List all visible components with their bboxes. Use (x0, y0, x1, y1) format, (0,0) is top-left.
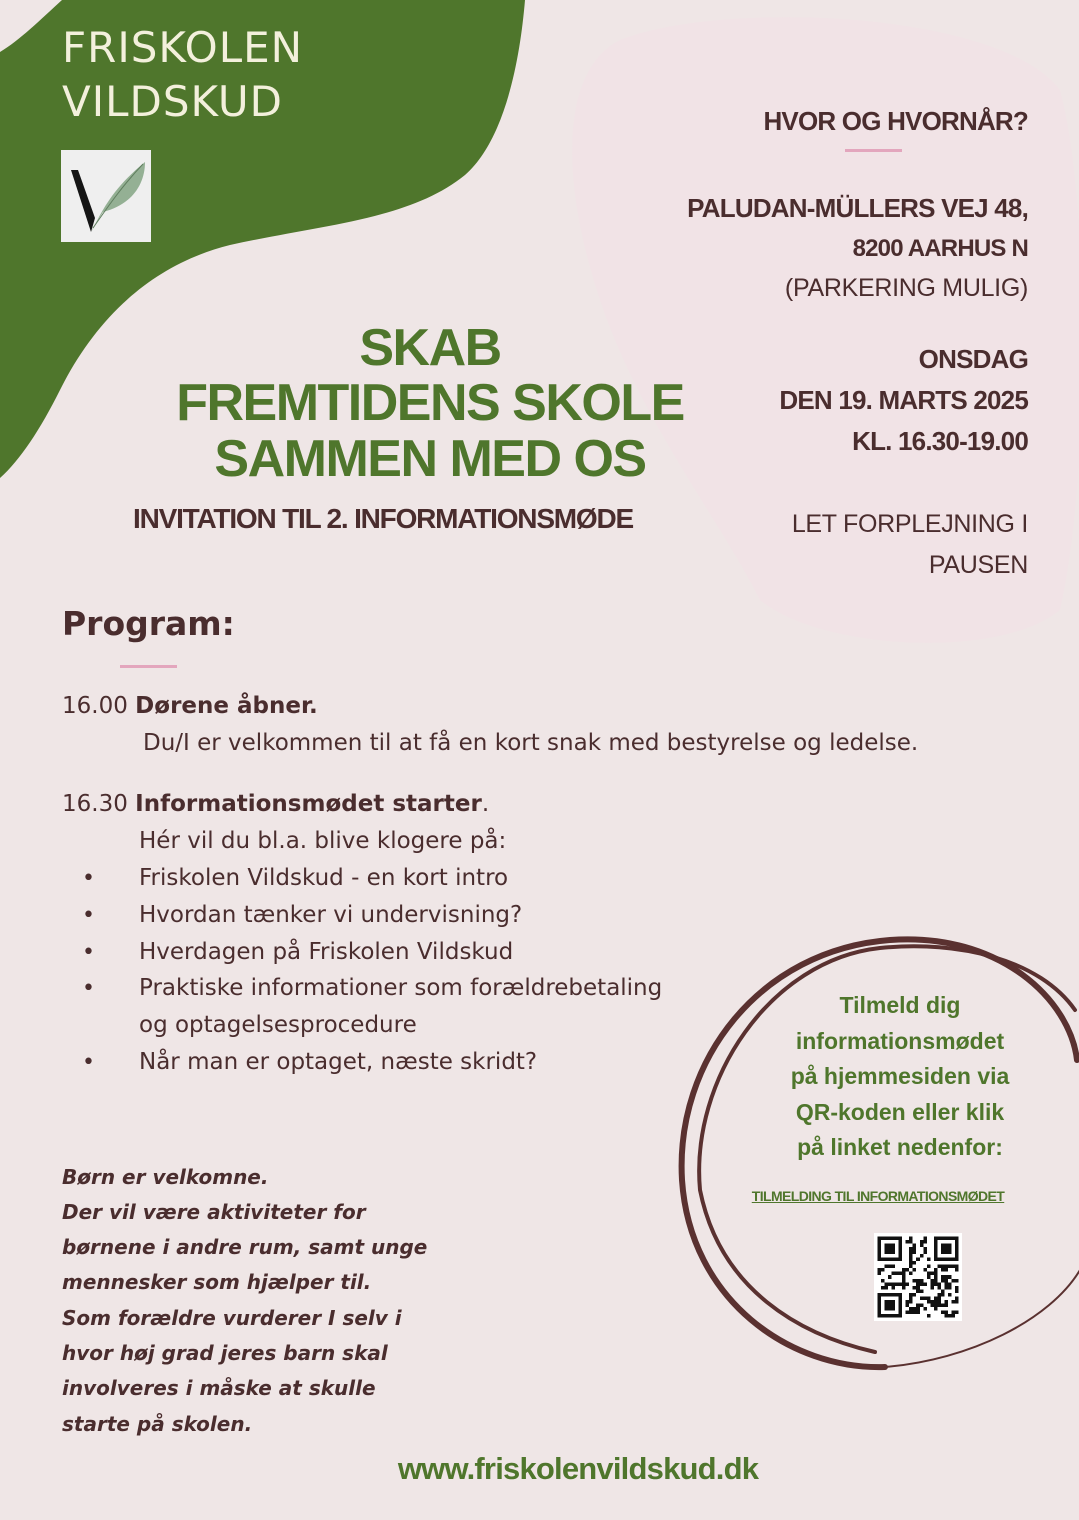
qr-module (923, 1237, 927, 1241)
program-bullet-item: Når man er optaget, næste skridt? (139, 1049, 538, 1075)
qr-module (934, 1279, 938, 1283)
qr-module (909, 1261, 913, 1265)
qr-module (937, 1265, 941, 1269)
qr-module (920, 1296, 924, 1300)
program-bullet-item: Praktiske informationer som forældrebetaling (139, 975, 663, 1001)
qr-module (916, 1289, 920, 1293)
qr-module (941, 1293, 945, 1297)
qr-module (930, 1272, 934, 1276)
program-bullet-item-continued: og optagelsesprocedure (139, 1012, 417, 1038)
qr-module (885, 1286, 889, 1290)
headline-line3: SAMMEN MED OS (214, 430, 646, 488)
qr-module (913, 1261, 917, 1265)
qr-module (913, 1293, 917, 1297)
qr-module (909, 1307, 913, 1311)
qr-module (955, 1289, 959, 1293)
qr-module (902, 1286, 906, 1290)
qr-module (892, 1272, 896, 1276)
qr-module (934, 1272, 938, 1276)
qr-module (955, 1286, 959, 1290)
children-note-line: involveres i måske at skulle (62, 1376, 376, 1400)
program-item-2-title-suffix: . (481, 791, 490, 817)
signup-text-line: informationsmødet (795, 1027, 1005, 1054)
qr-module (948, 1314, 952, 1318)
qr-module (937, 1296, 941, 1300)
program-item-2-title: Informationsmødet starter (135, 791, 482, 817)
catering-line2: PAUSEN (928, 551, 1028, 579)
qr-module (951, 1314, 955, 1318)
program-title: Program: (62, 604, 235, 643)
qr-module (902, 1268, 906, 1272)
qr-module (944, 1268, 948, 1272)
qr-module (955, 1268, 959, 1272)
qr-module (920, 1254, 924, 1258)
qr-module (902, 1272, 906, 1276)
qr-module (934, 1300, 938, 1304)
qr-module (937, 1300, 941, 1304)
qr-code-icon[interactable] (874, 1233, 962, 1321)
qr-module (920, 1244, 924, 1248)
qr-module (878, 1268, 882, 1272)
qr-module (909, 1237, 913, 1241)
qr-module (923, 1251, 927, 1255)
qr-module (941, 1303, 945, 1307)
qr-module (930, 1300, 934, 1304)
qr-module (937, 1282, 941, 1286)
qr-module (913, 1251, 917, 1255)
qr-module (906, 1310, 910, 1314)
qr-module (944, 1300, 948, 1304)
program-item-1-time: 16.00 (62, 693, 128, 719)
signup-text-line: på hjemmesiden via (790, 1063, 1010, 1089)
qr-module (941, 1275, 945, 1279)
qr-module (934, 1268, 938, 1272)
qr-module (948, 1282, 952, 1286)
qr-module (951, 1300, 955, 1304)
qr-module (916, 1310, 920, 1314)
qr-module (906, 1268, 910, 1272)
qr-module (888, 1275, 892, 1279)
qr-module (909, 1254, 913, 1258)
brand-name-line1: FRISKOLEN (62, 23, 304, 72)
qr-module (923, 1282, 927, 1286)
address-city: 8200 AARHUS N (852, 235, 1028, 262)
qr-module (941, 1265, 945, 1269)
qr-module (930, 1279, 934, 1283)
qr-module (909, 1296, 913, 1300)
qr-module (913, 1268, 917, 1272)
qr-module (944, 1275, 948, 1279)
children-note-line: hvor høj grad jeres barn skal (62, 1341, 388, 1365)
program-bullet-item: Friskolen Vildskud - en kort intro (139, 865, 509, 891)
qr-module (909, 1300, 913, 1304)
parking-note: (PARKERING MULIG) (784, 274, 1028, 302)
qr-module (916, 1307, 920, 1311)
qr-module (909, 1247, 913, 1251)
qr-module (899, 1282, 903, 1286)
qr-module (927, 1296, 931, 1300)
program-item-1-description: Du/I er velkommen til at få en kort snak med bestyrelse og ledelse. (143, 730, 919, 756)
bullet-icon: • (82, 903, 95, 928)
where-when-heading: HVOR OG HVORNÅR? (763, 106, 1028, 136)
qr-module (937, 1303, 941, 1307)
signup-text-line: på linket nedenfor: (797, 1134, 1003, 1160)
qr-module (878, 1272, 882, 1276)
qr-module (913, 1310, 917, 1314)
qr-module (909, 1272, 913, 1276)
qr-module (934, 1296, 938, 1300)
qr-module (892, 1286, 896, 1290)
qr-module (895, 1282, 899, 1286)
bullet-icon: • (82, 1050, 95, 1075)
qr-module (923, 1307, 927, 1311)
qr-module (888, 1282, 892, 1286)
qr-module (955, 1296, 959, 1300)
qr-module (902, 1275, 906, 1279)
program-divider (120, 665, 177, 668)
qr-module (906, 1240, 910, 1244)
qr-module (923, 1247, 927, 1251)
program-item-1-title: Dørene åbner. (135, 693, 318, 719)
children-note-line: Der vil være aktiviteter for (62, 1200, 366, 1224)
v-leaf-logo-icon (61, 150, 151, 242)
qr-module (934, 1275, 938, 1279)
qr-module (920, 1303, 924, 1307)
qr-module (923, 1296, 927, 1300)
qr-module (927, 1275, 931, 1279)
qr-module (909, 1293, 913, 1297)
qr-module (955, 1279, 959, 1283)
qr-module (948, 1293, 952, 1297)
bullet-icon: • (82, 866, 95, 891)
qr-module (909, 1265, 913, 1269)
qr-module (941, 1310, 945, 1314)
qr-module (951, 1310, 955, 1314)
children-note-line: mennesker som hjælper til. (62, 1270, 372, 1294)
headline-line2: FREMTIDENS SKOLE (176, 374, 684, 432)
qr-module (944, 1279, 948, 1283)
event-time: KL. 16.30-19.00 (852, 426, 1028, 456)
children-note-line: Børn er velkomne. (62, 1165, 269, 1189)
qr-module (944, 1286, 948, 1290)
signup-text (770, 988, 1030, 1166)
qr-module (916, 1279, 920, 1283)
children-note-line: Som forældre vurderer I selv i (62, 1306, 402, 1330)
program-item-1 (62, 693, 318, 719)
qr-module (930, 1286, 934, 1290)
website-link[interactable]: www.friskolenvildskud.dk (397, 1451, 759, 1486)
qr-module (909, 1258, 913, 1262)
qr-module (934, 1303, 938, 1307)
qr-module (944, 1282, 948, 1286)
event-day: ONSDAG (918, 344, 1028, 374)
qr-module (930, 1303, 934, 1307)
qr-module (937, 1286, 941, 1290)
children-note-line: børnene i andre rum, samt unge (62, 1235, 428, 1259)
qr-module (920, 1282, 924, 1286)
qr-module (941, 1268, 945, 1272)
heading-divider (845, 149, 902, 152)
signup-text-line: Tilmeld dig (839, 992, 961, 1018)
program-item-2-time: 16.30 (62, 791, 128, 817)
qr-module (955, 1300, 959, 1304)
qr-module (913, 1286, 917, 1290)
bullet-icon: • (82, 940, 95, 965)
qr-module (881, 1268, 885, 1272)
qr-module (916, 1303, 920, 1307)
qr-module (913, 1279, 917, 1283)
qr-module (955, 1310, 959, 1314)
qr-module (927, 1258, 931, 1262)
qr-module (920, 1240, 924, 1244)
qr-module (923, 1240, 927, 1244)
program-item-2 (62, 791, 489, 817)
event-date: DEN 19. MARTS 2025 (779, 385, 1028, 415)
qr-module (941, 1289, 945, 1293)
qr-module (916, 1282, 920, 1286)
headline-line1: SKAB (359, 319, 501, 377)
qr-module (881, 1279, 885, 1283)
bullet-icon: • (82, 976, 95, 1001)
qr-module (937, 1293, 941, 1297)
qr-module (944, 1314, 948, 1318)
qr-module (909, 1310, 913, 1314)
brand-name-line2: VILDSKUD (62, 77, 284, 126)
qr-module (885, 1265, 889, 1269)
qr-module (885, 1282, 889, 1286)
qr-module (913, 1244, 917, 1248)
qr-module (906, 1303, 910, 1307)
qr-module (892, 1282, 896, 1286)
qr-module (927, 1265, 931, 1269)
qr-module (927, 1314, 931, 1318)
program-bullet-item: Hverdagen på Friskolen Vildskud (139, 939, 514, 965)
qr-module (906, 1300, 910, 1304)
qr-module (941, 1279, 945, 1283)
qr-module (927, 1272, 931, 1276)
qr-module (923, 1268, 927, 1272)
qr-module (899, 1272, 903, 1276)
qr-module (902, 1279, 906, 1283)
qr-module (895, 1272, 899, 1276)
qr-module (913, 1307, 917, 1311)
qr-module (934, 1307, 938, 1311)
catering-line1: LET FORPLEJNING I (791, 510, 1028, 538)
qr-module (881, 1286, 885, 1290)
qr-module (955, 1265, 959, 1269)
children-note-line: starte på skolen. (62, 1412, 253, 1436)
qr-module (930, 1282, 934, 1286)
qr-module (951, 1265, 955, 1269)
qr-module (951, 1279, 955, 1283)
qr-module (909, 1240, 913, 1244)
program-item-2-intro: Hér vil du bl.a. blive klogere på: (139, 828, 507, 854)
qr-module (892, 1265, 896, 1269)
qr-module (927, 1300, 931, 1304)
qr-module (913, 1247, 917, 1251)
signup-link[interactable]: TILMELDING TIL INFORMATIONSMØDET (751, 1188, 1005, 1204)
qr-module (920, 1289, 924, 1293)
qr-module (948, 1286, 952, 1290)
address-street: PALUDAN-MÜLLERS VEJ 48, (687, 193, 1028, 223)
qr-module (909, 1251, 913, 1255)
qr-module (948, 1275, 952, 1279)
qr-module (944, 1265, 948, 1269)
signup-text-line: QR-koden eller klik (795, 1098, 1005, 1125)
invitation-subtitle: INVITATION TIL 2. INFORMATIONSMØDE (133, 503, 634, 534)
qr-module (906, 1282, 910, 1286)
qr-module (916, 1258, 920, 1262)
qr-module (944, 1303, 948, 1307)
qr-module (934, 1282, 938, 1286)
qr-module (948, 1265, 952, 1269)
qr-module (920, 1279, 924, 1283)
qr-module (902, 1282, 906, 1286)
qr-module (888, 1265, 892, 1269)
qr-module (916, 1286, 920, 1290)
program-bullet-item: Hvordan tænker vi undervisning? (139, 902, 523, 928)
qr-module (944, 1310, 948, 1314)
